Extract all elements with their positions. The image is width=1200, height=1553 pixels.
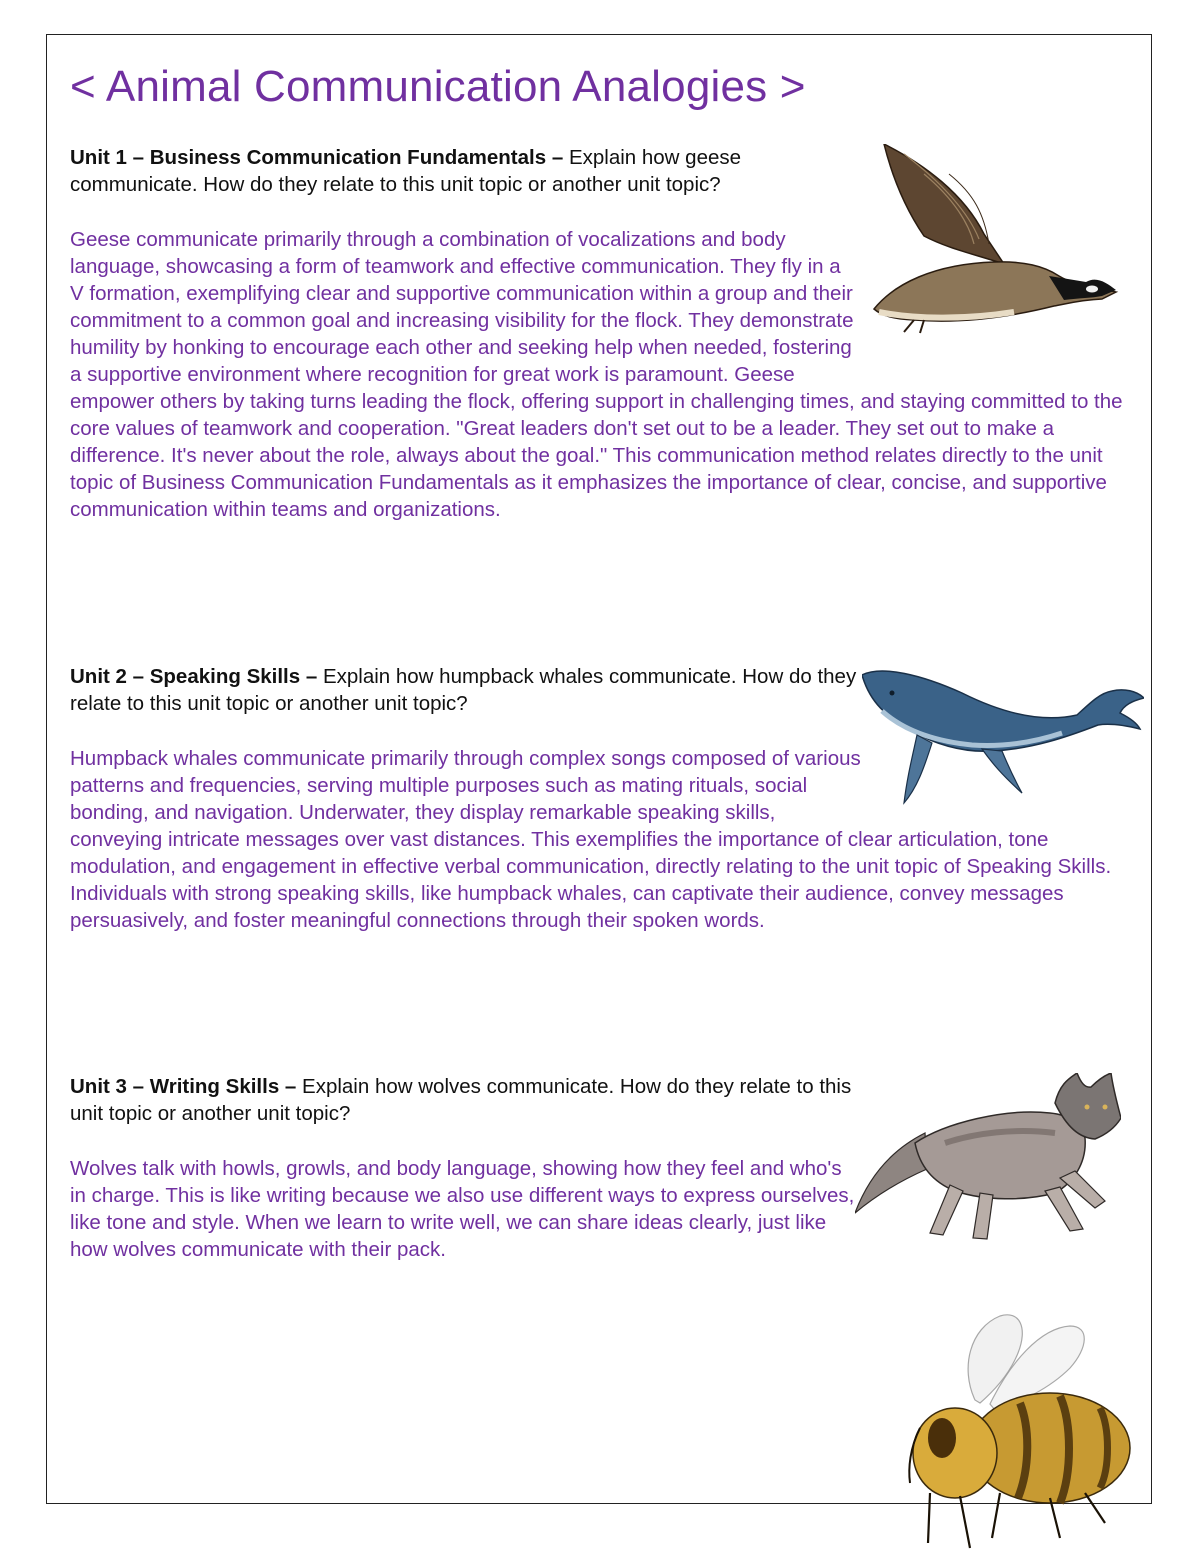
humpback-whale-icon <box>862 663 1144 808</box>
unit-1-section <box>70 144 1132 523</box>
unit-1-question: Explain how geese communicate. How do they relate to this unit topic or another unit topic? <box>70 146 742 196</box>
unit-2-heading: Unit 2 – Speaking Skills – <box>70 665 318 688</box>
unit-2-answer: Humpback whales communicate primarily through complex songs composed of various patterns and frequencies, serving multiple purposes such as mating rituals, social bonding, and navigation. Underwater, they display remarkable speaking skills, conveying intricate messages over vast distances. This exemplifies the importance of clear articulation, tone modulation, and engagement in effective verbal communication, directly relating to the unit topic of Speaking Skills. Individuals with strong speaking skills, like humpback whales, can captivate their audience, convey messages persuasively, and foster meaningful connections through their spoken words. <box>70 747 1112 932</box>
wolf-icon <box>855 1073 1121 1243</box>
honeybee-icon <box>900 1308 1150 1553</box>
unit-2-section <box>70 663 1134 934</box>
wolf-illustration-wrap <box>855 1073 1135 1253</box>
whale-illustration-wrap <box>862 663 1134 807</box>
unit-3-section <box>70 1073 1135 1263</box>
unit-3-answer: Wolves talk with howls, growls, and body language, showing how they feel and who's in charge. This is like writing because we also use different ways to express ourselves, like tone and style. When we learn to write well, we can share ideas clearly, just like how wolves communicate with their pack. <box>70 1157 855 1261</box>
unit-3-heading: Unit 3 – Writing Skills – <box>70 1075 297 1098</box>
unit-2-question: Explain how humpback whales communicate. How do they relate to this unit topic or another unit topic? <box>70 665 857 715</box>
goose-icon <box>854 144 1124 334</box>
unit-1-heading: Unit 1 – Business Communication Fundamentals – <box>70 146 564 169</box>
page-title: < Animal Communication Analogies > <box>70 62 806 111</box>
unit-3-question: Explain how wolves communicate. How do they relate to this unit topic or another unit topic? <box>70 1075 852 1125</box>
bee-illustration-wrap <box>900 1308 1150 1553</box>
goose-illustration-wrap <box>854 144 1132 372</box>
unit-1-answer: Geese communicate primarily through a combination of vocalizations and body language, showcasing a form of teamwork and effective communication. They fly in a V formation, exemplifying clear and supportive communication within a group and their commitment to a common goal and increasing visibility for the flock. They demonstrate humility by honking to encourage each other and seeking help when needed, fostering a supportive environment where recognition for great work is paramount. Geese empower others by taking turns leading the flock, offering support in challenging times, and staying committed to the core values of teamwork and cooperation. "Great leaders don't set out to be a leader. They set out to make a difference. It's never about the role, always about the goal." This communication method relates directly to the unit topic of Business Communication Fundamentals as it emphasizes the importance of clear, concise, and supportive communication within teams and organizations. <box>70 228 1123 521</box>
